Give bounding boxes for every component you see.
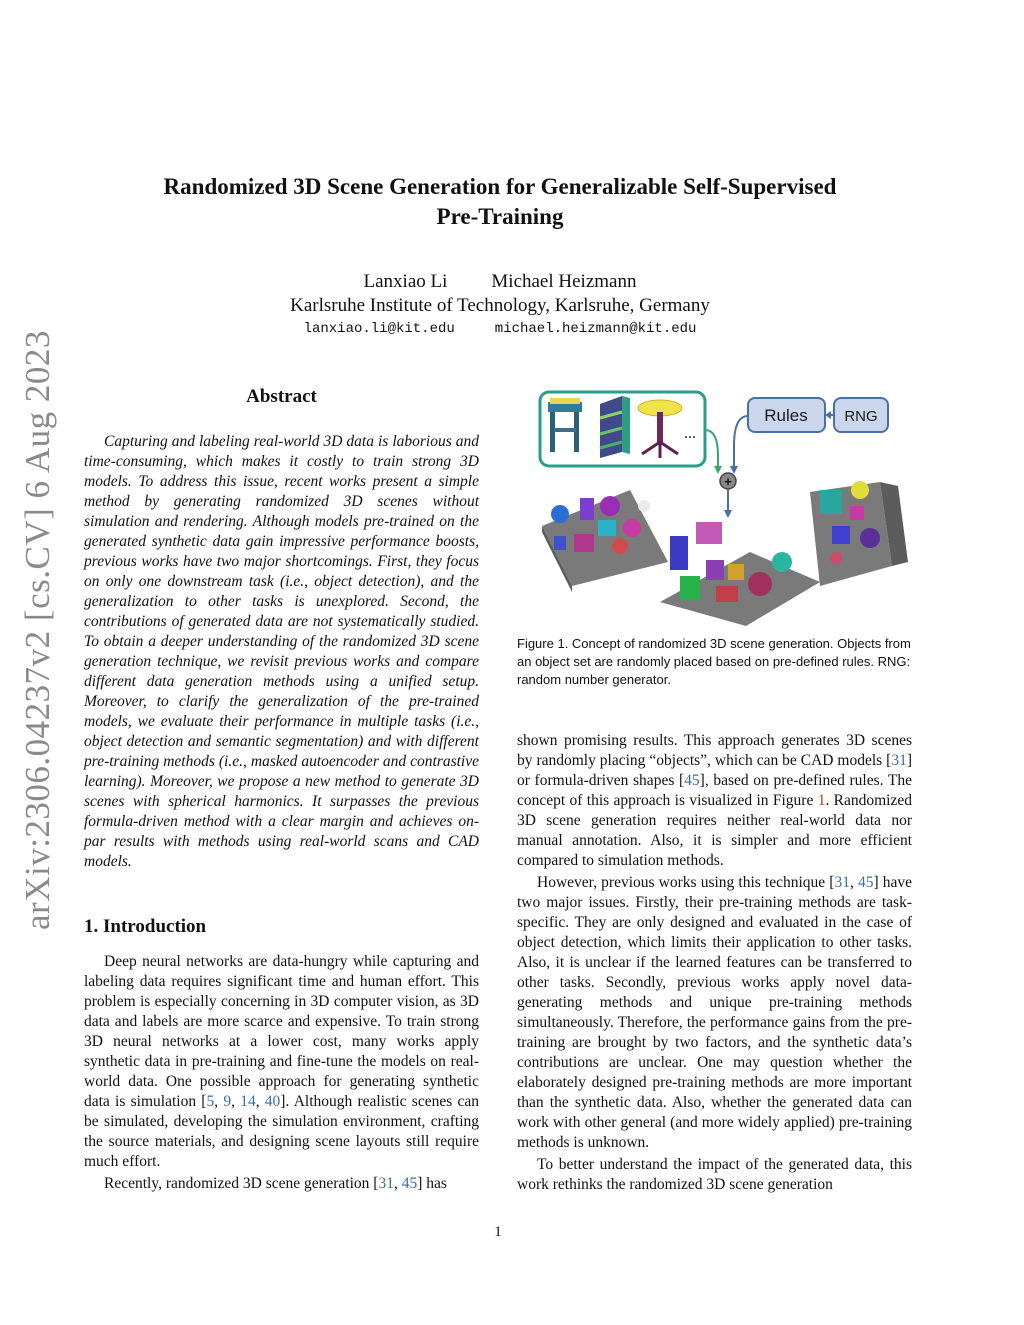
citation-link[interactable]: 31 <box>378 1175 394 1192</box>
rng-label: RNG <box>844 408 878 425</box>
citation-link[interactable]: 31 <box>834 874 850 891</box>
intro-right-column <box>517 731 912 1195</box>
objects-arrow <box>705 430 718 470</box>
citation-link[interactable]: 5 <box>206 1093 215 1110</box>
paragraph: Deep neural networks are data-hungry while capturing and labeling data requires significant time and human effort. This problem is especially concerning in 3D computer vision, as 3D data and labels are more scarce and expensive. To train strong 3D neural networks at a lower cost, many works apply synthetic data in pre-training and fine-tune the models on real-world data. One possible approach for generating synthetic data is simulation [5, 9, 14, 40]. Although realistic scenes can be simulated, developing the simulation environment, crafting the source materials, and designing scene layouts still require much effort. <box>84 953 479 1170</box>
paragraph: shown promising results. This approach generates 3D scenes by randomly placing “objects”, which can be CAD models [31] or formula-driven shapes [45], based on pre-defined rules. The concept of this approach is visualized in Figure 1. Randomized 3D scene generation requires neither real-world data nor manual annotation. Also, it is simpler and more efficient compared to simulation methods. <box>517 732 912 869</box>
ellipsis: ... <box>684 425 696 442</box>
page-number: 1 <box>494 1224 502 1240</box>
email[interactable]: lanxiao.li@kit.edu <box>303 321 455 337</box>
citation-link[interactable]: 45 <box>857 874 874 891</box>
generated-scene-middle <box>660 522 820 626</box>
svg-text:+: + <box>724 474 732 489</box>
generated-scene-right <box>810 481 908 586</box>
arxiv-identifier: arXiv:2306.04237v2 [cs.CV] 6 Aug 2023 <box>18 330 57 930</box>
figure-reference-link[interactable]: 1 <box>817 792 826 809</box>
author-emails <box>0 321 1000 337</box>
paper-title <box>0 172 1000 232</box>
citation-link[interactable]: 45 <box>684 772 700 789</box>
generated-scene-left <box>542 490 668 592</box>
figure-1-caption: Figure 1. Concept of randomized 3D scene generation. Objects from an object set are randomly placed based on pre-defined rules. RNG: random number generator. <box>517 636 911 687</box>
author-block <box>0 270 1000 318</box>
citation-link[interactable]: 9 <box>223 1093 232 1110</box>
email[interactable]: michael.heizmann@kit.edu <box>494 321 697 337</box>
title-line-1: Randomized 3D Scene Generation for Generalizable Self-Supervised <box>163 174 837 199</box>
paragraph: Recently, randomized 3D scene generation [31, 45] has <box>104 1175 447 1192</box>
paragraph: To better understand the impact of the generated data, this work rethinks the randomized 3D scene generation <box>517 1156 912 1193</box>
abstract-paragraph: Capturing and labeling real-world 3D data is laborious and time-consuming, which makes it costly to train strong 3D models. To address this issue, recent works present a simple method by generating randomized 3D scenes without simulation and rendering. Although models pre-trained on the generated synthetic data gain impressive performance boosts, previous works have two major shortcomings. First, they focus on only one downstream task (i.e., object detection), and the generalization to other tasks is unexplored. Second, the contributions of generated data are not systematically studied. To obtain a deeper understanding of the randomized 3D scene generation technique, we revisit previous works and compare different data generation methods using a unified setup. Moreover, to clarify the generalization of the pre-trained models, we evaluate their performance in multiple tasks (i.e., object detection and semantic segmentation) and with different pre-training methods (i.e., masked autoencoder and contrastive learning). Moreover, we propose a new method to generate 3D scenes with spherical harmonics. It surpasses the previous formula-driven method with a clear margin and achieves on-par results with methods using real-world scans and CAD models. <box>84 433 479 870</box>
citation-link[interactable]: 31 <box>891 752 907 769</box>
citation-link[interactable]: 45 <box>401 1175 418 1192</box>
rules-arrow <box>734 416 748 470</box>
title-line-2: Pre-Training <box>436 204 564 229</box>
rules-label: Rules <box>764 406 808 425</box>
figure-1-illustration <box>520 386 920 626</box>
bookshelf-object <box>600 396 630 458</box>
intro-left-column <box>84 952 479 1194</box>
abstract-text <box>84 432 479 872</box>
abstract-heading: Abstract <box>246 386 317 407</box>
author-name: Michael Heizmann <box>491 271 637 292</box>
paragraph: However, previous works using this technique [31, 45] have two major issues. Firstly, their pre-training methods are task-specific. They are only designed and evaluated in the case of object detection, which limits their application to other tasks. Also, it is unclear if the learned features can be transferred to other tasks. Secondly, previous works apply novel data-generating methods and unique pre-training methods simultaneously. Therefore, the performance gains from the pre-training are brought by two factors, and the synthetic data’s contributions are unclear. One may question whether the elaborately designed pre-training methods are more important than the synthetic data. Also, whether the generated data can work with other general (and more widely applied) pre-training methods is unknown. <box>517 874 912 1151</box>
affiliation: Karlsruhe Institute of Technology, Karlsruhe, Germany <box>290 295 710 316</box>
citation-link[interactable]: 14 <box>240 1093 256 1110</box>
author-name: Lanxiao Li <box>363 271 448 292</box>
citation-link[interactable]: 40 <box>264 1093 281 1110</box>
section-heading-introduction: 1. Introduction <box>84 916 207 937</box>
